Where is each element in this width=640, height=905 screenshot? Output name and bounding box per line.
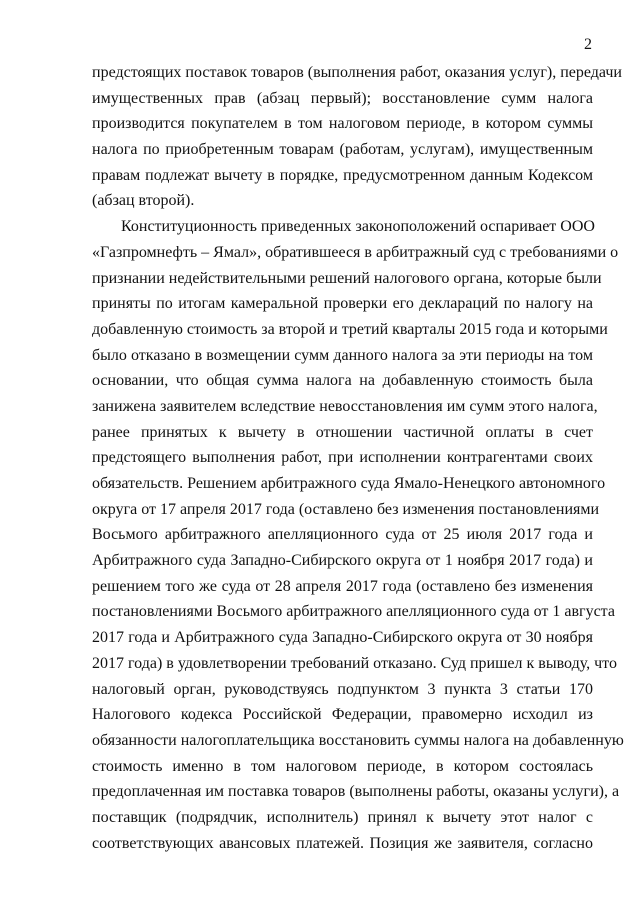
text-line: предстоящих поставок товаров (выполнения работ, оказания услуг), передачи bbox=[92, 64, 622, 81]
text-line: соответствующих авансовых платежей. Позиция же заявителя, согласно bbox=[92, 834, 593, 852]
page-number: 2 bbox=[584, 36, 592, 53]
text-line: приняты по итогам камеральной проверки его деклараций по налогу на bbox=[92, 295, 593, 313]
text-line: правам подлежат вычету в порядке, предусмотренном данным Кодексом bbox=[92, 166, 593, 184]
text-line: поставщик (подрядчик, исполнитель) принял к вычету этот налог с bbox=[92, 808, 593, 826]
text-line: Восьмого арбитражного апелляционного суда от 25 июля 2017 года и bbox=[92, 526, 593, 544]
text-line: Конституционность приведенных законоположений оспаривает ООО bbox=[121, 218, 595, 236]
text-line: округа от 17 апреля 2017 года (оставлено без изменения постановлениями bbox=[92, 500, 600, 518]
text-line: обязанности налогоплательщика восстановить суммы налога на добавленную bbox=[92, 731, 624, 749]
text-line: занижена заявителем вследствие невосстановления им сумм этого налога, bbox=[92, 397, 598, 415]
text-line: решением того же суда от 28 апреля 2017 года (оставлено без изменения bbox=[92, 577, 593, 595]
text-line: предстоящего выполнения работ, при исполнении контрагентами своих bbox=[92, 449, 593, 467]
text-line: налоговый орган, руководствуясь подпунктом 3 пункта 3 статьи 170 bbox=[92, 680, 593, 698]
text-line: производится покупателем в том налоговом периоде, в котором суммы bbox=[92, 115, 593, 133]
text-line: 2017 года) в удовлетворении требований отказано. Суд пришел к выводу, что bbox=[92, 654, 617, 672]
text-line: «Газпромнефть – Ямал», обратившееся в арбитражный суд с требованиями о bbox=[92, 243, 619, 261]
text-line: стоимость именно в том налоговом периоде, в котором состоялась bbox=[92, 757, 593, 775]
text-line: (абзац второй). bbox=[92, 192, 195, 210]
text-line: Арбитражного суда Западно-Сибирского округа от 1 ноября 2017 года) и bbox=[92, 552, 593, 570]
text-line: предоплаченная им поставка товаров (выполнены работы, оказаны услуги), а bbox=[92, 783, 620, 801]
text-line: имущественных прав (абзац первый); восстановление сумм налога bbox=[92, 89, 593, 107]
document-body bbox=[92, 60, 624, 856]
text-line: добавленную стоимость за второй и третий кварталы 2015 года и которыми bbox=[92, 320, 608, 338]
text-line: основании, что общая сумма налога на добавленную стоимость была bbox=[92, 372, 593, 390]
text-line: обязательств. Решением арбитражного суда Ямало-Ненецкого автономного bbox=[92, 475, 606, 492]
text-line: было отказано в возмещении сумм данного налога за эти периоды на том bbox=[92, 346, 593, 364]
text-line: 2017 года и Арбитражного суда Западно-Сибирского округа от 30 ноября bbox=[92, 629, 593, 647]
text-line: признании недействительными решений налогового органа, которые были bbox=[92, 269, 602, 287]
text-line: ранее принятых к вычету в отношении частичной оплаты в счет bbox=[92, 423, 593, 441]
text-line: постановлениями Восьмого арбитражного апелляционного суда от 1 августа bbox=[92, 603, 615, 621]
text-line: налога по приобретенным товарам (работам, услугам), имущественным bbox=[92, 141, 593, 159]
text-line: Налогового кодекса Российской Федерации, правомерно исходил из bbox=[92, 706, 593, 724]
